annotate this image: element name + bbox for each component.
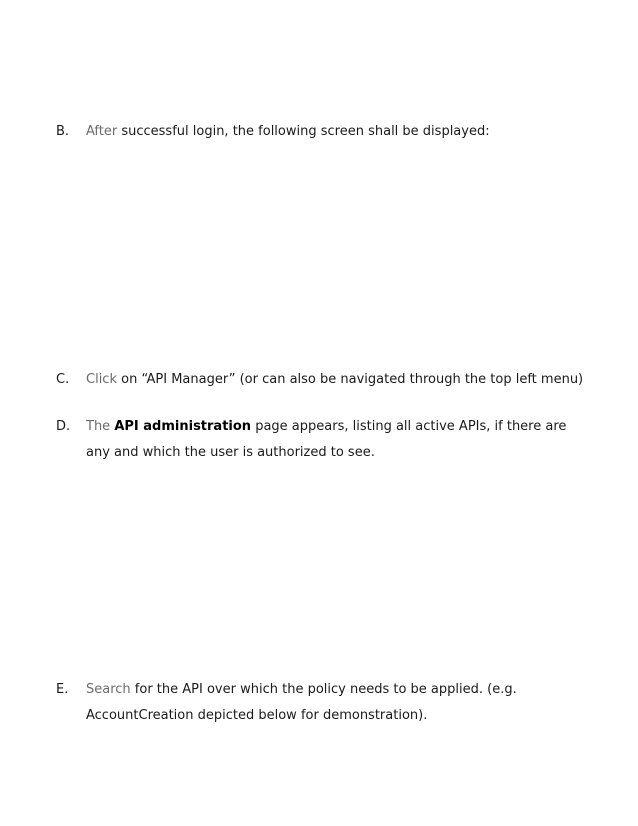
- step-c-letter: C.: [56, 372, 70, 387]
- step-c-lead: Click: [86, 372, 117, 387]
- step-d-letter: D.: [56, 419, 71, 434]
- step-e-letter: E.: [56, 682, 69, 697]
- step-d-lead: The: [86, 419, 111, 434]
- step-c-text: [86, 367, 586, 393]
- step-c-rest: on “API Manager” (or can also be navigated through the top left menu): [116, 372, 584, 387]
- step-e-lead: Search: [86, 682, 131, 697]
- step-d-rest: page appears, listing all active APIs, if there are any and which the user is authorized to see.: [86, 419, 567, 460]
- step-b-letter: B.: [56, 124, 70, 139]
- step-d-bold-term: API administration: [114, 419, 252, 434]
- step-e-text: [86, 677, 586, 729]
- step-e-rest: for the API over which the policy needs to be applied. (e.g. AccountCreation depicted below for demonstration).: [86, 682, 517, 723]
- step-b-rest: successful login, the following screen shall be displayed:: [117, 124, 490, 139]
- step-b-text: [86, 119, 586, 145]
- step-d-text: [86, 414, 586, 466]
- step-b-lead: After: [86, 124, 118, 139]
